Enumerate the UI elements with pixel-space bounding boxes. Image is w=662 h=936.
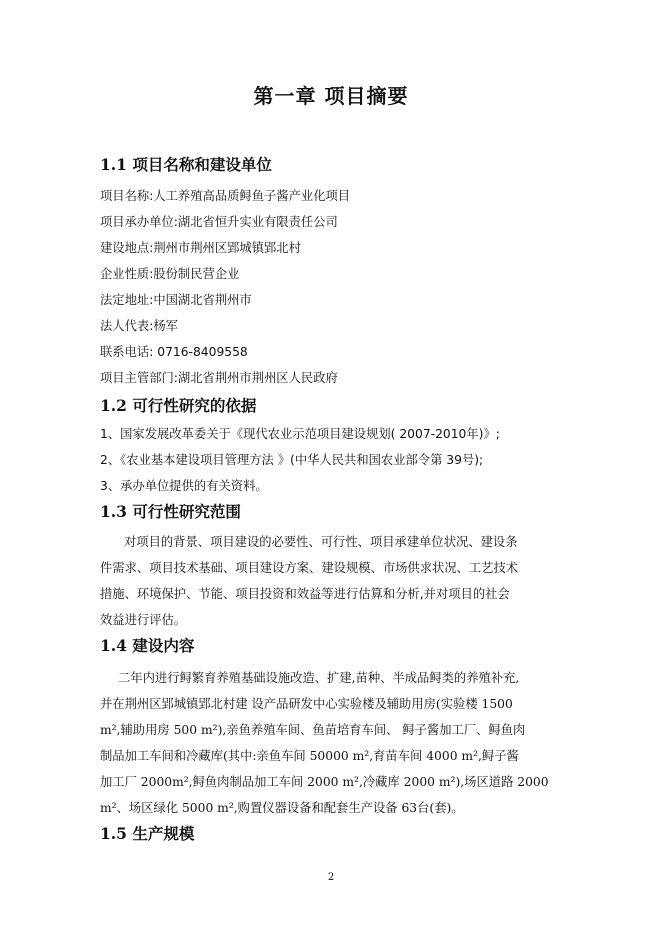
section-heading-1-3: 1.3 可行性研究范围 bbox=[100, 502, 241, 521]
scope-paragraph-line: 对项目的背景、项目建设的必要性、可行性、项目承建单位状况、建设条 bbox=[124, 535, 518, 549]
content-paragraph-line: m²,辅助用房 500 m²),亲鱼养殖车间、鱼苗培育车间、 鲟子酱加工厂、鲟鱼肉 bbox=[100, 723, 526, 737]
basis-item-2: 2、《农业基本建设项目管理方法 》(中华人民共和国农业部令第 39号); bbox=[100, 453, 484, 467]
content-paragraph-line: 二年内进行鲟繁育养殖基础设施改造、扩建,苗种、半成品鲟类的养殖补充, bbox=[118, 671, 520, 685]
scope-paragraph-line: 件需求、项目技术基础、项目建设方案、建设规模、市场供求状况、工艺技术 bbox=[100, 561, 519, 575]
info-line-legal-representative: 法人代表:杨军 bbox=[100, 319, 178, 333]
info-line-supervisor: 项目主管部门:湖北省荆州市荆州区人民政府 bbox=[100, 371, 338, 385]
content-paragraph-line: 加工厂 2000m²,鲟鱼肉制品加工车间 2000 m²,冷藏库 2000 m²),场区道路 2000 bbox=[100, 775, 549, 789]
page-number: 2 bbox=[327, 872, 335, 883]
basis-item-3: 3、承办单位提供的有关资料。 bbox=[100, 479, 268, 493]
info-line-project-name: 项目名称:人工养殖高品质鲟鱼子酱产业化项目 bbox=[100, 189, 351, 203]
chapter-title: 第一章 项目摘要 bbox=[253, 84, 409, 108]
info-line-location: 建设地点:荆州市荆州区郢城镇郢北村 bbox=[100, 241, 301, 255]
content-paragraph-line: m²、场区绿化 5000 m²,购置仪器设备和配套生产设备 63台(套)。 bbox=[100, 801, 464, 815]
basis-item-1: 1、国家发展改革委关于《现代农业示范项目建设规划( 2007-2010年)》; bbox=[100, 427, 500, 441]
section-heading-1-2: 1.2 可行性研究的依据 bbox=[100, 396, 257, 415]
content-paragraph-line: 并在荆州区郢城镇郢北村建 设产品研发中心实验楼及辅助用房(实验楼 1500 bbox=[100, 697, 513, 711]
scope-paragraph-line: 效益进行评估。 bbox=[100, 613, 187, 627]
section-heading-1-4: 1.4 建设内容 bbox=[100, 636, 195, 655]
info-line-organizer: 项目承办单位:湖北省恒升实业有限责任公司 bbox=[100, 215, 338, 229]
info-line-enterprise-type: 企业性质:股份制民营企业 bbox=[100, 267, 240, 281]
section-heading-1-1: 1.1 项目名称和建设单位 bbox=[100, 155, 272, 174]
scope-paragraph-line: 措施、环境保护、节能、项目投资和效益等进行估算和分析,并对项目的社会 bbox=[100, 587, 510, 601]
section-heading-1-5: 1.5 生产规模 bbox=[100, 824, 195, 843]
info-line-phone: 联系电话: 0716-8409558 bbox=[100, 345, 248, 359]
content-paragraph-line: 制品加工车间和冷藏库(其中:亲鱼车间 50000 m²,育苗车间 4000 m²,鲟子酱 bbox=[100, 749, 519, 763]
info-line-legal-address: 法定地址:中国湖北省荆州市 bbox=[100, 293, 252, 307]
